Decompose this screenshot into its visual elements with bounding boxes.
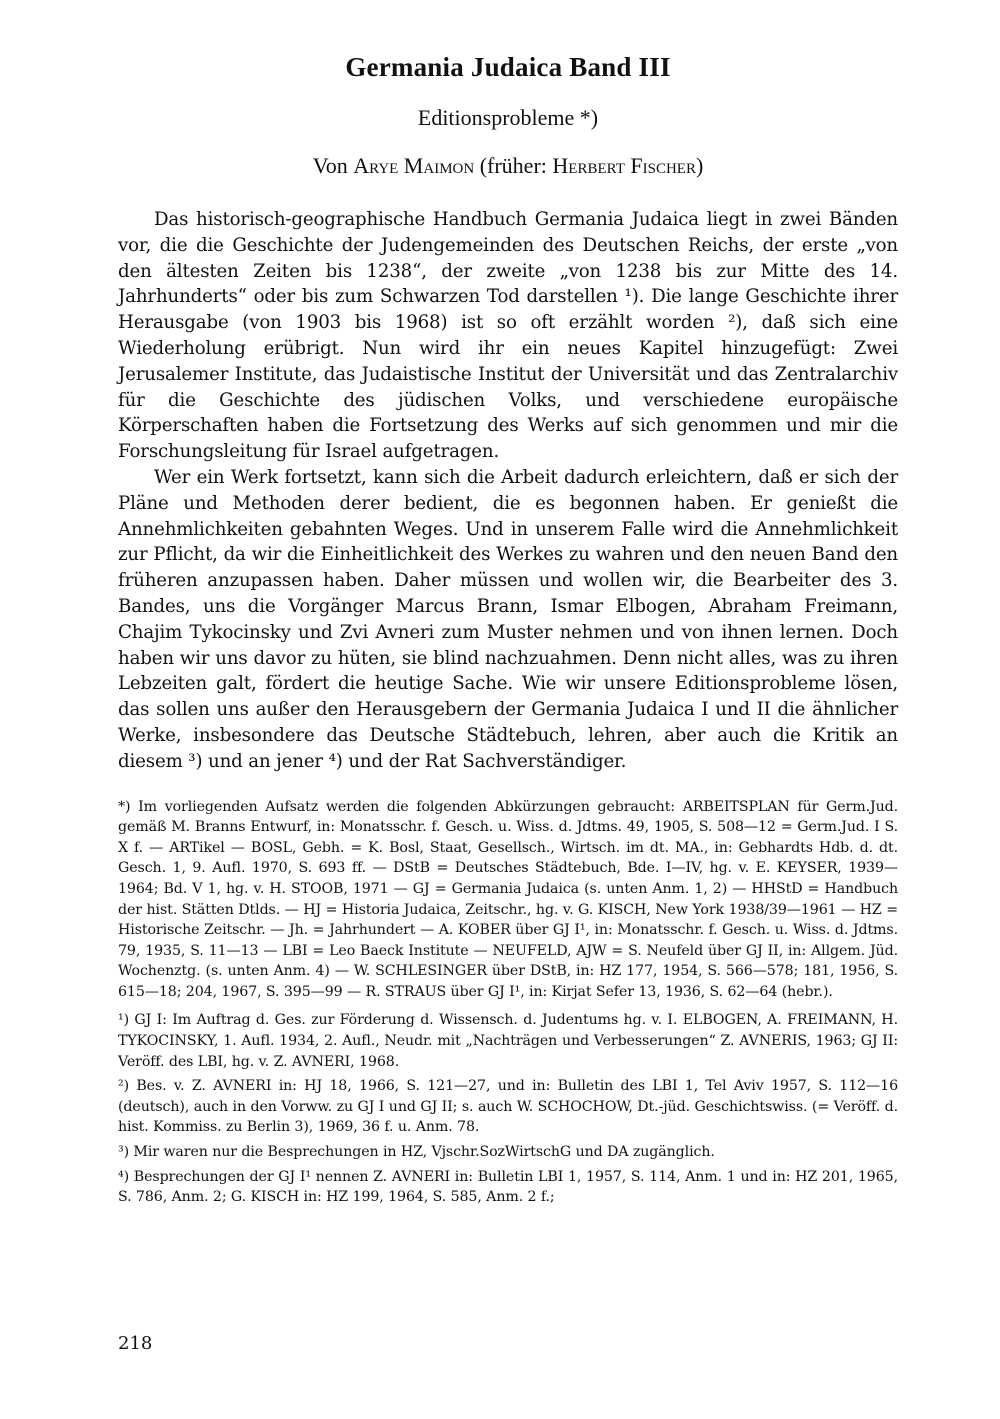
page-number: 218: [118, 1333, 153, 1354]
body-paragraph: Wer ein Werk fortsetzt, kann sich die Arbeit dadurch erleichtern, daß er sich der Pläne und Methoden derer bedient, die es begonnen haben. Er genießt die Annehmlichkeiten gebahnten Weges. Und in unserem Falle wird die Annehmlichkeit zur Pflicht, da wir die Einheitlichkeit des Werkes zu wahren und den neuen Band den früheren anzupassen haben. Daher müssen und wollen wir, die Bearbeiter des 3. Bandes, uns die Vorgänger Marcus Brann, Ismar Elbogen, Abraham Freimann, Chajim Tykocinsky und Zvi Avneri zum Muster nehmen und von ihnen lernen. Doch haben wir uns davor zu hüten, sie blind nachzuahmen. Denn nicht alles, was zu ihren Lebzeiten galt, fördert die heutige Sache. Wie wir unsere Editionsprobleme lösen, das sollen uns außer den Herausgebern der Germania Judaica I und II die ähnlicher Werke, insbesondere das Deutsche Städtebuch, lehren, aber auch die Kritik an diesem ³) und an jener ⁴) und der Rat Sachverständiger.: [118, 466, 898, 772]
footnote-4: ⁴) Besprechungen der GJ I¹ nennen Z. AVNERI in: Bulletin LBI 1, 1957, S. 114, Anm. 1 und in: HZ 201, 1965, S. 786, Anm. 2; G. KISCH in: HZ 199, 1964, S. 585, Anm. 2 f.;: [118, 1168, 898, 1206]
author-line: [118, 153, 898, 179]
article-subtitle: Editionsprobleme *): [417, 105, 599, 130]
body-text: [118, 207, 898, 775]
author-former-name: Herbert Fischer: [552, 153, 696, 178]
footnote-2: ²) Bes. v. Z. AVNERI in: HJ 18, 1966, S. 121—27, und in: Bulletin des LBI 1, Tel Aviv 1957, S. 112—16 (deutsch), auch in den Vorww. zu GJ I und GJ II; s. auch W. SCHOCHOW, Dt.-jüd. Geschichtswiss. (= Veröff. d. hist. Kommiss. zu Berlin 3), 1969, 36 f. u. Anm. 78.: [118, 1078, 898, 1136]
author-suffix: ): [695, 153, 704, 178]
author-mid: (früher:: [474, 153, 553, 178]
footnote-1: ¹) GJ I: Im Auftrag d. Ges. zur Förderung d. Wissensch. d. Judentums hg. v. I. ELBOGEN, A. FREIMANN, H. TYKOCINSKY, 1. Aufl. 1934, 2. Aufl., Neudr. mit „Nachträgen und Verbesserungen“ Z. AVNERIS, 1963; GJ II: Veröff. des LBI, hg. v. Z. AVNERI, 1968.: [118, 1012, 898, 1070]
footnote-abbreviations: *) Im vorliegenden Aufsatz werden die folgenden Abkürzungen gebraucht: ARBEITSPLAN für Germ.Jud. gemäß M. Branns Entwurf, in: Monatsschr. f. Gesch. u. Wiss. d. Jdtms. 49, 1905, S. 508—12 = Germ.Jud. I S. X f. — ARTikel — BOSL, Gebh. = K. Bosl, Staat, Gesellsch., Wirtsch. im dt. MA., in: Gebhardts Hdb. d. dt. Gesch. 1, 9. Aufl. 1970, S. 693 ff. — DStB = Deutsches Städtebuch, Bde. I—IV, hg. v. E. KEYSER, 1939—1964; Bd. V 1, hg. v. H. STOOB, 1971 — GJ = Germania Judaica (s. unten Anm. 1, 2) — HHStD = Handbuch der hist. Stätten Dtlds. — HJ = Historia Judaica, Zeitschr., hg. v. G. KISCH, New York 1938/39—1961 — HZ = Historische Zeitschr. — Jh. = Jahrhundert — A. KOBER über GJ I¹, in: Monatsschr. f. Gesch. u. Wiss. d. Jdtms. 79, 1935, S. 11—13 — LBI = Leo Baeck Institute — NEUFELD, AJW = S. Neufeld über GJ II, in: Allgem. Jüd. Wochenztg. (s. unten Anm. 4) — W. SCHLESINGER über DStB, in: HZ 177, 1954, S. 566—578; 181, 1956, S. 615—18; 204, 1967, S. 395—99 — R. STRAUS über GJ I¹, in: Kirjat Sefer 13, 1936, S. 62—64 (hebr.).: [118, 798, 898, 1000]
author-prefix: Von: [312, 153, 354, 178]
page-content: [118, 52, 898, 1212]
body-paragraph: Das historisch-geographische Handbuch Germania Judaica liegt in zwei Bänden vor, die die Geschichte der Judengemeinden des Deutschen Reichs, der erste „von den ältesten Zeiten bis 1238“, der zweite „von 1238 bis zur Mitte des 14. Jahrhunderts“ oder bis zum Schwarzen Tod darstellen ¹). Die lange Geschichte ihrer Herausgabe (von 1903 bis 1968) ist so oft erzählt worden ²), daß sich eine Wiederholung erübrigt. Nun wird ihr ein neues Kapitel hinzugefügt: Zwei Jerusalemer Institute, das Judaistische Institut der Universität und das Zentralarchiv für die Geschichte des jüdischen Volks, und verschiedene europäische Körperschaften haben die Fortsetzung des Werks auf sich genommen und mir die Forschungsleitung für Israel aufgetragen.: [118, 209, 898, 463]
footnotes: [118, 797, 898, 1208]
author-name: Arye Maimon: [353, 153, 475, 178]
article-title: Germania Judaica Band III: [345, 52, 671, 82]
footnote-3: ³) Mir waren nur die Besprechungen in HZ, Vjschr.SozWirtschG und DA zugänglich.: [118, 1144, 715, 1161]
